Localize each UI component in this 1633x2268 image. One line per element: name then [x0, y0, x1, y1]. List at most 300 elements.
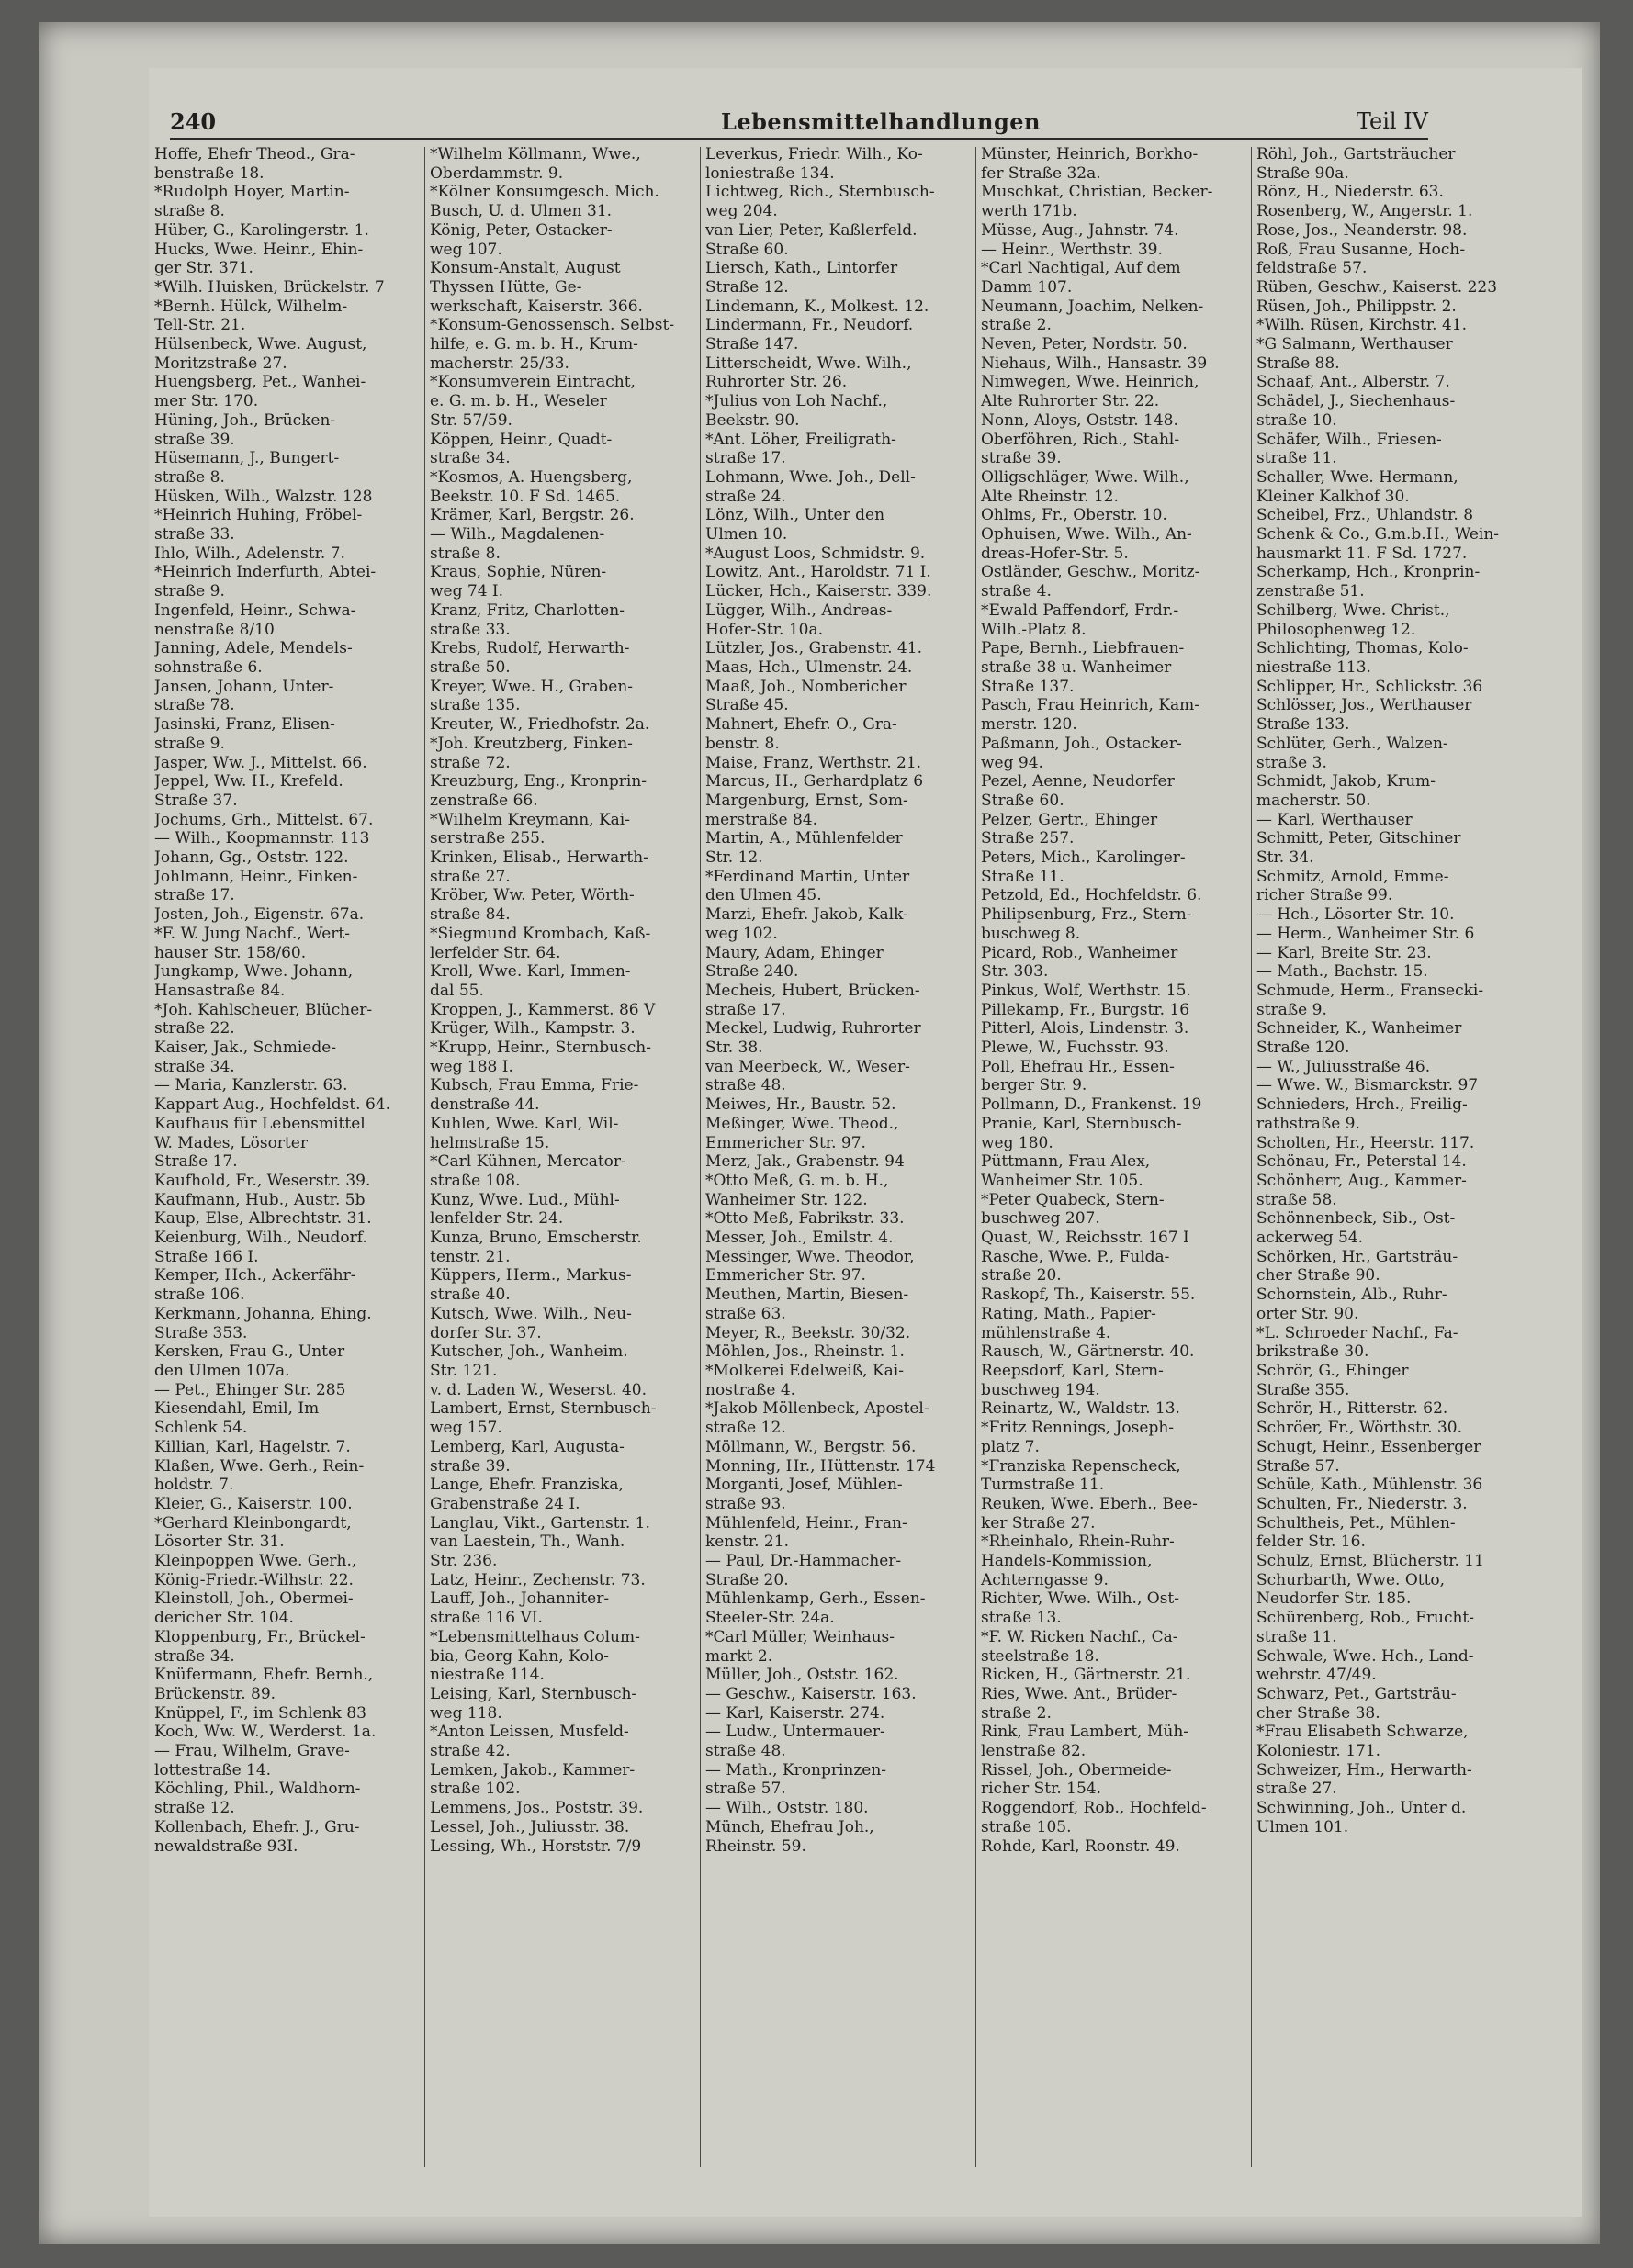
directory-entry-line: Lücker, Hch., Kaiserstr. 339.	[705, 582, 932, 601]
directory-entry-line: *Molkerei Edelweiß, Kai-	[705, 1362, 904, 1380]
directory-entry-line: Nimwegen, Wwe. Heinrich,	[981, 373, 1199, 392]
directory-entry-line: Plewe, W., Fuchsstr. 93.	[981, 1039, 1169, 1058]
directory-entry-line: straße 33.	[154, 525, 235, 545]
directory-entry-line: straße 39.	[981, 449, 1062, 468]
directory-entry-line: Schäfer, Wilh., Friesen-	[1256, 430, 1442, 449]
directory-entry-line: Thyssen Hütte, Ge-	[430, 277, 582, 297]
directory-entry-line: berger Str. 9.	[981, 1076, 1087, 1095]
directory-entry-line: Straße 60.	[705, 240, 789, 259]
directory-entry-line: Neudorfer Str. 185.	[1256, 1589, 1412, 1609]
directory-entry-line: *Rheinhalo, Rhein-Ruhr-	[981, 1533, 1175, 1552]
directory-entry-line: Krebs, Rudolf, Herwarth-	[430, 639, 630, 658]
directory-entry-line: Kloppenburg, Fr., Brückel-	[154, 1627, 366, 1646]
directory-entry-line: benstr. 8.	[705, 734, 780, 753]
directory-entry-line: Reuken, Wwe. Eberh., Bee-	[981, 1494, 1198, 1513]
directory-entry-line: straße 17.	[705, 1000, 786, 1019]
directory-entry-line: Kleinpoppen Wwe. Gerh.,	[154, 1552, 357, 1571]
directory-entry-line: *G Salmann, Werthauser	[1256, 335, 1453, 354]
directory-entry-line: Rohde, Karl, Roonstr. 49.	[981, 1836, 1180, 1856]
directory-entry-line: *Siegmund Krombach, Kaß-	[430, 924, 651, 943]
directory-entry-line: Straße 90a.	[1256, 163, 1349, 183]
directory-entry-line: Lindemann, K., Molkest. 12.	[705, 297, 929, 316]
part-label: Teil IV	[1356, 108, 1428, 134]
directory-entry-line: weg 102.	[705, 924, 778, 943]
directory-entry-line: Jansen, Johann, Unter-	[154, 677, 334, 696]
directory-entry-line: *Konsumverein Eintracht,	[430, 373, 636, 392]
directory-entry-line: Roggendorf, Rob., Hochfeld-	[981, 1799, 1207, 1818]
directory-entry-line: buschweg 207.	[981, 1209, 1100, 1229]
directory-entry-line: Schornstein, Alb., Ruhr-	[1256, 1286, 1447, 1305]
directory-entry-line: den Ulmen 45.	[705, 886, 822, 905]
directory-entry-line: straße 39.	[154, 430, 235, 449]
directory-entry-line: Kiesendahl, Emil, Im	[154, 1399, 320, 1419]
directory-entry-line: richer Straße 99.	[1256, 886, 1393, 905]
directory-entry-line: Petzold, Ed., Hochfeldstr. 6.	[981, 886, 1202, 905]
directory-entry-line: Kutscher, Joh., Wanheim.	[430, 1342, 628, 1362]
directory-entry-line: — Karl, Breite Str. 23.	[1256, 943, 1432, 962]
directory-entry-line: Messer, Joh., Emilstr. 4.	[705, 1229, 894, 1248]
directory-entry-line: Straße 137.	[981, 677, 1075, 696]
directory-entry-line: straße 58.	[1256, 1190, 1337, 1209]
directory-entry-line: hilfe, e. G. m. b. H., Krum-	[430, 335, 638, 354]
directory-entry-line: Wanheimer Str. 105.	[981, 1171, 1143, 1190]
directory-entry-line: Lemberg, Karl, Augusta-	[430, 1437, 625, 1456]
directory-entry-line: — W., Juliusstraße 46.	[1256, 1057, 1431, 1076]
directory-entry-line: — Ludw., Untermauer-	[705, 1723, 885, 1742]
directory-entry-line: Meuthen, Martin, Biesen-	[705, 1286, 909, 1305]
directory-entry-line: straße 135.	[430, 696, 521, 715]
directory-entry-line: Rating, Math., Papier-	[981, 1304, 1156, 1323]
directory-entry-line: Kleier, G., Kaiserstr. 100.	[154, 1494, 353, 1513]
directory-entry-line: Pillekamp, Fr., Burgstr. 16	[981, 1000, 1190, 1019]
directory-entry-line: Neven, Peter, Nordstr. 50.	[981, 335, 1188, 354]
directory-entry-line: Lambert, Ernst, Sternbusch-	[430, 1399, 657, 1419]
directory-entry-line: straße 116 VI.	[430, 1609, 543, 1628]
directory-entry-line: straße 12.	[705, 1419, 786, 1438]
directory-entry-line: Kutsch, Wwe. Wilh., Neu-	[430, 1304, 632, 1323]
directory-entry-line: *Ferdinand Martin, Unter	[705, 867, 910, 886]
directory-entry-line: Litterscheidt, Wwe. Wilh.,	[705, 354, 912, 373]
directory-entry-line: straße 40.	[430, 1286, 511, 1305]
directory-entry-line: — Wilh., Koopmannstr. 113	[154, 829, 370, 848]
directory-entry-line: Handels-Kommission,	[981, 1552, 1153, 1571]
column-4	[981, 145, 1247, 2174]
directory-entry-line: Schüle, Kath., Mühlenstr. 36	[1256, 1476, 1483, 1495]
directory-entry-line: Huengsberg, Pet., Wanhei-	[154, 373, 366, 392]
directory-entry-line: Pitterl, Alois, Lindenstr. 3.	[981, 1019, 1189, 1039]
directory-entry-line: straße 93.	[705, 1494, 786, 1513]
directory-entry-line: buschweg 8.	[981, 924, 1081, 943]
directory-entry-line: werkschaft, Kaiserstr. 366.	[430, 297, 643, 316]
directory-entry-line: Ihlo, Wilh., Adelenstr. 7.	[154, 544, 345, 563]
directory-entry-line: Pranie, Karl, Sternbusch-	[981, 1114, 1182, 1133]
directory-entry-line: nenstraße 8/10	[154, 620, 275, 639]
directory-entry-line: straße 38 u. Wanheimer	[981, 657, 1172, 677]
directory-entry-line: brikstraße 30.	[1256, 1342, 1369, 1362]
directory-entry-line: Kollenbach, Ehefr. J., Gru-	[154, 1817, 360, 1836]
directory-entry-line: rathstraße 9.	[1256, 1114, 1360, 1133]
directory-entry-line: Achterngasse 9.	[981, 1570, 1109, 1589]
directory-entry-line: Beekstr. 10. F Sd. 1465.	[430, 487, 621, 506]
directory-entry-line: Alte Rheinstr. 12.	[981, 487, 1119, 506]
directory-entry-line: Schönau, Fr., Peterstal 14.	[1256, 1152, 1467, 1172]
directory-entry-line: *Fritz Rennings, Joseph-	[981, 1419, 1175, 1438]
directory-entry-line: Kreuzburg, Eng., Kronprin-	[430, 772, 648, 792]
directory-entry-line: Schenk & Co., G.m.b.H., Wein-	[1256, 525, 1500, 545]
directory-entry-line: Picard, Rob., Wanheimer	[981, 943, 1178, 962]
directory-entry-line: straße 27.	[1256, 1780, 1337, 1799]
directory-entry-line: straße 39.	[430, 1456, 511, 1476]
directory-entry-line: Straße 57.	[1256, 1456, 1340, 1476]
directory-entry-line: *Jakob Möllenbeck, Apostel-	[705, 1399, 929, 1419]
directory-entry-line: Steeler-Str. 24a.	[705, 1609, 835, 1628]
column-3	[705, 145, 970, 2174]
directory-entry-line: dorfer Str. 37.	[430, 1323, 542, 1342]
directory-entry-line: cher Straße 38.	[1256, 1703, 1380, 1723]
directory-entry-line: straße 34.	[154, 1646, 235, 1666]
directory-entry-line: Olligschläger, Wwe. Wilh.,	[981, 467, 1189, 487]
directory-entry-line: Janning, Adele, Mendels-	[154, 639, 353, 658]
directory-entry-line: straße 3.	[1256, 753, 1327, 772]
directory-entry-line: Kaufhold, Fr., Weserstr. 39.	[154, 1171, 371, 1190]
directory-entry-line: lottestraße 14.	[154, 1760, 272, 1780]
directory-entry-line: Morganti, Josef, Mühlen-	[705, 1476, 903, 1495]
directory-entry-line: Schneider, K., Wanheimer	[1256, 1019, 1462, 1039]
directory-entry-line: Lügger, Wilh., Andreas-	[705, 601, 893, 620]
directory-entry-line: Lönz, Wilh., Unter den	[705, 506, 885, 525]
directory-entry-line: Schmitt, Peter, Gitschiner	[1256, 829, 1461, 848]
directory-entry-line: helmstraße 15.	[430, 1133, 550, 1152]
directory-entry-line: richer Str. 154.	[981, 1780, 1102, 1799]
directory-entry-line: hausmarkt 11. F Sd. 1727.	[1256, 544, 1468, 563]
directory-entry-line: Rüben, Geschw., Kaiserst. 223	[1256, 277, 1498, 297]
directory-entry-line: straße 11.	[1256, 1627, 1337, 1646]
directory-entry-line: Kröber, Ww. Peter, Wörth-	[430, 886, 635, 905]
directory-entry-line: straße 50.	[430, 657, 511, 677]
directory-entry-line: benstraße 18.	[154, 163, 265, 183]
directory-entry-line: Klaßen, Wwe. Gerh., Rein-	[154, 1456, 365, 1476]
directory-entry-line: Straße 133.	[1256, 715, 1350, 735]
directory-entry-line: Liersch, Kath., Lintorfer	[705, 259, 898, 278]
directory-entry-line: merstraße 84.	[705, 810, 817, 829]
directory-entry-line: Kunz, Wwe. Lud., Mühl-	[430, 1190, 620, 1209]
directory-entry-line: Rosenberg, W., Angerstr. 1.	[1256, 202, 1473, 221]
page-title: Lebensmittelhandlungen	[721, 108, 1041, 135]
directory-entry-line: straße 17.	[705, 449, 786, 468]
directory-entry-line: — Geschw., Kaiserstr. 163.	[705, 1684, 917, 1703]
directory-entry-line: *Otto Meß, Fabrikstr. 33.	[705, 1209, 905, 1229]
directory-entry-line: Moritzstraße 27.	[154, 354, 287, 373]
directory-entry-line: Müller, Joh., Oststr. 162.	[705, 1666, 899, 1685]
directory-entry-line: ger Str. 371.	[154, 259, 253, 278]
directory-entry-line: Scherkamp, Hch., Kronprin-	[1256, 563, 1481, 582]
directory-entry-line: Leising, Karl, Sternbusch-	[430, 1684, 637, 1703]
directory-entry-line: Roß, Frau Susanne, Hoch-	[1256, 240, 1466, 259]
directory-entry-line: Hoffe, Ehefr Theod., Gra-	[154, 145, 355, 163]
directory-entry-line: macherstr. 50.	[1256, 791, 1371, 810]
directory-entry-line: Kubsch, Frau Emma, Frie-	[430, 1076, 639, 1095]
directory-entry-line: Münch, Ehefrau Joh.,	[705, 1817, 874, 1836]
directory-entry-line: Schrör, H., Ritterstr. 62.	[1256, 1399, 1448, 1419]
directory-entry-line: Busch, U. d. Ulmen 31.	[430, 202, 613, 221]
directory-entry-line: Leverkus, Friedr. Wilh., Ko-	[705, 145, 923, 163]
directory-entry-line: straße 78.	[154, 696, 235, 715]
directory-entry-line: Schulten, Fr., Niederstr. 3.	[1256, 1494, 1468, 1513]
directory-entry-line: Kersken, Frau G., Unter	[154, 1342, 345, 1362]
directory-entry-line: Koch, Ww. W., Werderst. 1a.	[154, 1723, 377, 1742]
directory-entry-line: Scheibel, Frz., Uhlandstr. 8	[1256, 506, 1474, 525]
directory-entry-line: den Ulmen 107a.	[154, 1362, 290, 1380]
directory-entry-line: Str. 236.	[430, 1552, 498, 1571]
column-divider	[700, 147, 701, 2167]
directory-entry-line: Knüppel, F., im Schlenk 83	[154, 1703, 366, 1723]
directory-entry-line: Ostländer, Geschw., Moritz-	[981, 563, 1200, 582]
directory-entry-line: Schurbarth, Wwe. Otto,	[1256, 1570, 1446, 1589]
directory-entry-line: straße 20.	[981, 1266, 1062, 1286]
directory-entry-line: Raskopf, Th., Kaiserstr. 55.	[981, 1286, 1196, 1305]
directory-entry-line: Rüsen, Joh., Philippstr. 2.	[1256, 297, 1457, 316]
directory-entry-line: Hüber, G., Karolingerstr. 1.	[154, 220, 369, 240]
directory-entry-line: Schönherr, Aug., Kammer-	[1256, 1171, 1467, 1190]
directory-entry-line: Killian, Karl, Hagelstr. 7.	[154, 1437, 351, 1456]
directory-entry-line: Hüning, Joh., Brücken-	[154, 410, 336, 430]
directory-entry-line: Kaup, Else, Albrechtstr. 31.	[154, 1209, 372, 1229]
directory-entry-line: Schwinning, Joh., Unter d.	[1256, 1799, 1467, 1818]
directory-entry-line: straße 34.	[430, 449, 511, 468]
directory-entry-line: Mahnert, Ehefr. O., Gra-	[705, 715, 897, 735]
directory-entry-line: werth 171b.	[981, 202, 1077, 221]
directory-entry-line: Kreuter, W., Friedhofstr. 2a.	[430, 715, 650, 735]
directory-entry-line: — Wwe. W., Bismarckstr. 97	[1256, 1076, 1479, 1095]
directory-entry-line: weg 157.	[430, 1419, 502, 1438]
directory-entry-line: Straße 355.	[1256, 1380, 1350, 1399]
directory-entry-line: Straße 353.	[154, 1323, 248, 1342]
directory-entry-line: holdstr. 7.	[154, 1476, 234, 1495]
directory-entry-line: Köppen, Heinr., Quadt-	[430, 430, 613, 449]
directory-entry-line: Kappart Aug., Hochfeldst. 64.	[154, 1095, 391, 1115]
directory-entry-line: Ruhrorter Str. 26.	[705, 373, 848, 392]
directory-entry-line: Rausch, W., Gärtnerstr. 40.	[981, 1342, 1195, 1362]
directory-entry-line: Schlösser, Jos., Werthauser	[1256, 696, 1472, 715]
directory-entry-line: van Meerbeck, W., Weser-	[705, 1057, 910, 1076]
directory-entry-line: Krämer, Karl, Bergstr. 26.	[430, 506, 635, 525]
directory-entry-line: straße 106.	[154, 1286, 245, 1305]
directory-entry-line: serstraße 255.	[430, 829, 546, 848]
directory-entry-line: Oberföhren, Rich., Stahl-	[981, 430, 1180, 449]
directory-entry-line: Str. 303.	[981, 962, 1049, 982]
directory-entry-line: — Karl, Kaiserstr. 274.	[705, 1703, 885, 1723]
directory-entry-line: Turmstraße 11.	[981, 1476, 1105, 1495]
directory-entry-line: *Wilhelm Kreymann, Kai-	[430, 810, 630, 829]
directory-entry-line: Philipsenburg, Frz., Stern-	[981, 905, 1192, 925]
directory-entry-line: Pasch, Frau Heinrich, Kam-	[981, 696, 1200, 715]
directory-entry-line: straße 10.	[1256, 410, 1337, 430]
directory-entry-line: Hüsemann, J., Bungert-	[154, 449, 340, 468]
directory-entry-line: Reepsdorf, Karl, Stern-	[981, 1362, 1164, 1380]
directory-entry-line: Meyer, R., Beekstr. 30/32.	[705, 1323, 911, 1342]
directory-entry-line: — Hch., Lösorter Str. 10.	[1256, 905, 1455, 925]
directory-entry-line: straße 8.	[430, 544, 501, 563]
directory-entry-line: Pape, Bernh., Liebfrauen-	[981, 639, 1185, 658]
directory-entry-line: straße 33.	[430, 620, 511, 639]
directory-entry-line: Muschkat, Christian, Becker-	[981, 183, 1213, 202]
directory-entry-line: Straße 120.	[1256, 1039, 1350, 1058]
directory-entry-line: Str. 34.	[1256, 848, 1314, 868]
directory-entry-line: Martin, A., Mühlenfelder	[705, 829, 903, 848]
directory-entry-line: Rasche, Wwe. P., Fulda-	[981, 1247, 1170, 1266]
directory-entry-line: bia, Georg Kahn, Kolo-	[430, 1646, 609, 1666]
directory-entry-line: Emmericher Str. 97.	[705, 1133, 866, 1152]
directory-entry-line: merstr. 120.	[981, 715, 1077, 735]
directory-entry-line: *Carl Müller, Weinhaus-	[705, 1627, 895, 1646]
directory-entry-line: Kaufhaus für Lebensmittel	[154, 1114, 366, 1133]
directory-entry-line: lenstraße 82.	[981, 1742, 1087, 1761]
directory-entry-line: *Ewald Paffendorf, Frdr.-	[981, 601, 1179, 620]
directory-entry-line: *Otto Meß, G. m. b. H.,	[705, 1171, 889, 1190]
directory-entry-line: van Lier, Peter, Kaßlerfeld.	[705, 220, 918, 240]
directory-entry-line: Schultheis, Pet., Mühlen-	[1256, 1513, 1456, 1533]
directory-entry-line: Pinkus, Wolf, Werthstr. 15.	[981, 981, 1191, 1000]
directory-entry-line: straße 48.	[705, 1076, 786, 1095]
directory-entry-line: — Karl, Werthauser	[1256, 810, 1413, 829]
directory-entry-line: straße 27.	[430, 867, 511, 886]
directory-entry-line: Lützler, Jos., Grabenstr. 41.	[705, 639, 922, 658]
directory-entry-line: Möllmann, W., Bergstr. 56.	[705, 1437, 917, 1456]
directory-entry-line: Richter, Wwe. Wilh., Ost-	[981, 1589, 1180, 1609]
directory-entry-line: straße 72.	[430, 753, 511, 772]
directory-entry-line: Kaufmann, Hub., Austr. 5b	[154, 1190, 366, 1209]
directory-entry-line: straße 11.	[1256, 449, 1337, 468]
directory-entry-line: — Paul, Dr.-Hammacher-	[705, 1552, 902, 1571]
directory-entry-line: Straße 147.	[705, 335, 799, 354]
directory-entry-line: Rönz, H., Niederstr. 63.	[1256, 183, 1444, 202]
directory-entry-line: W. Mades, Lösorter	[154, 1133, 308, 1152]
directory-entry-line: Pezel, Aenne, Neudorfer	[981, 772, 1175, 792]
directory-entry-line: Meckel, Ludwig, Ruhrorter	[705, 1019, 921, 1039]
directory-entry-line: Quast, W., Reichsstr. 167 I	[981, 1229, 1189, 1248]
directory-entry-line: Straße 20.	[705, 1570, 789, 1589]
directory-entry-line: Ohlms, Fr., Oberstr. 10.	[981, 506, 1167, 525]
column-1	[154, 145, 419, 2174]
directory-entry-line: Str. 12.	[705, 848, 763, 868]
directory-entry-line: Schilberg, Wwe. Christ.,	[1256, 601, 1450, 620]
directory-entry-line: Schlenk 54.	[154, 1419, 248, 1438]
directory-entry-line: Wanheimer Str. 122.	[705, 1190, 868, 1209]
directory-entry-line: Püttmann, Frau Alex,	[981, 1152, 1151, 1172]
directory-entry-line: Schnieders, Hrch., Freilig-	[1256, 1095, 1468, 1115]
directory-entry-line: Straße 240.	[705, 962, 799, 982]
page-number: 240	[170, 108, 217, 135]
directory-entry-line: *Julius von Loh Nachf.,	[705, 392, 888, 411]
directory-entry-line: straße 57.	[705, 1780, 786, 1799]
directory-entry-line: straße 102.	[430, 1780, 521, 1799]
directory-entry-line: Lowitz, Ant., Haroldstr. 71 I.	[705, 563, 931, 582]
directory-entry-line: newaldstraße 93I.	[154, 1836, 298, 1856]
directory-entry-line: *Heinrich Inderfurth, Abtei-	[154, 563, 377, 582]
directory-entry-line: Schaaf, Ant., Alberstr. 7.	[1256, 373, 1450, 392]
directory-entry-line: Kroppen, J., Kammerst. 86 V	[430, 1000, 656, 1019]
directory-entry-line: Krüger, Wilh., Kampstr. 3.	[430, 1019, 636, 1039]
directory-entry-line: Münster, Heinrich, Borkho-	[981, 145, 1199, 163]
directory-entry-line: Lemken, Jakob., Kammer-	[430, 1760, 636, 1780]
directory-entry-line: Kreyer, Wwe. H., Graben-	[430, 677, 634, 696]
directory-entry-line: Latz, Heinr., Zechenstr. 73.	[430, 1570, 646, 1589]
directory-entry-line: Brückenstr. 89.	[154, 1684, 276, 1703]
directory-entry-line: Lohmann, Wwe. Joh., Dell-	[705, 467, 916, 487]
directory-entry-line: steelstraße 18.	[981, 1646, 1099, 1666]
directory-entry-line: Johann, Gg., Oststr. 122.	[154, 848, 349, 868]
directory-entry-line: Kemper, Hch., Ackerfähr-	[154, 1266, 356, 1286]
directory-entry-line: *Gerhard Kleinbongardt,	[154, 1513, 352, 1533]
directory-entry-line: Lemmens, Jos., Poststr. 39.	[430, 1799, 644, 1818]
directory-entry-line: Ulmen 101.	[1256, 1817, 1349, 1836]
directory-entry-line: Rissel, Joh., Obermeide-	[981, 1760, 1172, 1780]
directory-entry-line: Schweizer, Hm., Herwarth-	[1256, 1760, 1472, 1780]
directory-entry-line: weg 180.	[981, 1133, 1053, 1152]
directory-entry-line: Schlüter, Gerh., Walzen-	[1256, 734, 1448, 753]
directory-entry-line: Straße 88.	[1256, 354, 1340, 373]
directory-entry-line: straße 48.	[705, 1742, 786, 1761]
directory-entry-line: straße 9.	[154, 734, 225, 753]
directory-entry-line: *Joh. Kreutzberg, Finken-	[430, 734, 633, 753]
directory-entry-line: Kraus, Sophie, Nüren-	[430, 563, 607, 582]
directory-entry-line: Jasper, Ww. J., Mittelst. 66.	[154, 753, 367, 772]
directory-entry-line: Niehaus, Wilh., Hansastr. 39	[981, 354, 1208, 373]
directory-entry-line: buschweg 194.	[981, 1380, 1100, 1399]
directory-entry-line: Messinger, Wwe. Theodor,	[705, 1247, 915, 1266]
directory-entry-line: Schlichting, Thomas, Kolo-	[1256, 639, 1469, 658]
directory-entry-line: Mühlenfeld, Heinr., Fran-	[705, 1513, 907, 1533]
directory-entry-line: Lauff, Joh., Johanniter-	[430, 1589, 610, 1609]
directory-entry-line: markt 2.	[705, 1646, 773, 1666]
directory-entry-line: Mecheis, Hubert, Brücken-	[705, 981, 920, 1000]
directory-entry-line: weg 94.	[981, 753, 1043, 772]
directory-entry-line: — Pet., Ehinger Str. 285	[154, 1380, 346, 1399]
directory-entry-line: Kranz, Fritz, Charlotten-	[430, 601, 625, 620]
directory-entry-line: — Heinr., Werthstr. 39.	[981, 240, 1163, 259]
directory-entry-line: Marzi, Ehefr. Jakob, Kalk-	[705, 905, 908, 925]
directory-entry-line: Schugt, Heinr., Essenberger	[1256, 1437, 1481, 1456]
directory-entry-line: Ulmen 10.	[705, 525, 788, 545]
directory-entry-line: — Math., Kronprinzen-	[705, 1760, 887, 1780]
directory-entry-line: *L. Schroeder Nachf., Fa-	[1256, 1323, 1458, 1342]
directory-entry-line: Hucks, Wwe. Heinr., Ehin-	[154, 240, 364, 259]
directory-entry-line: fer Straße 32a.	[981, 163, 1101, 183]
directory-entry-line: Möhlen, Jos., Rheinstr. 1.	[705, 1342, 905, 1362]
directory-entry-line: *Rudolph Hoyer, Martin-	[154, 183, 350, 202]
directory-entry-line: Schmidt, Jakob, Krum-	[1256, 772, 1436, 792]
directory-entry-line: *Krupp, Heinr., Sternbusch-	[430, 1039, 651, 1058]
directory-entry-line: lenfelder Str. 24.	[430, 1209, 564, 1229]
directory-entry-line: Philosophenweg 12.	[1256, 620, 1416, 639]
directory-entry-line: Hofer-Str. 10a.	[705, 620, 823, 639]
directory-entry-line: Meiwes, Hr., Baustr. 52.	[705, 1095, 896, 1115]
directory-entry-line: Rose, Jos., Neanderstr. 98.	[1256, 220, 1468, 240]
directory-entry-line: Schürenberg, Rob., Frucht-	[1256, 1609, 1475, 1628]
directory-entry-line: Schwarz, Pet., Gartsträu-	[1256, 1684, 1457, 1703]
directory-entry-line: — Herm., Wanheimer Str. 6	[1256, 924, 1475, 943]
directory-entry-line: Konsum-Anstalt, August	[430, 259, 621, 278]
directory-entry-line: Maas, Hch., Ulmenstr. 24.	[705, 657, 913, 677]
directory-entry-line: Jasinski, Franz, Elisen-	[154, 715, 335, 735]
directory-entry-line: Ricken, H., Gärtnerstr. 21.	[981, 1666, 1191, 1685]
directory-entry-line: *Heinrich Huhing, Fröbel-	[154, 506, 363, 525]
directory-entry-line: Schrör, G., Ehinger	[1256, 1362, 1409, 1380]
directory-entry-line: straße 34.	[154, 1057, 235, 1076]
directory-entry-line: Alte Ruhrorter Str. 22.	[981, 392, 1160, 411]
directory-entry-line: Marcus, H., Gerhardplatz 6	[705, 772, 924, 792]
directory-entry-line: Kunza, Bruno, Emscherstr.	[430, 1229, 642, 1248]
